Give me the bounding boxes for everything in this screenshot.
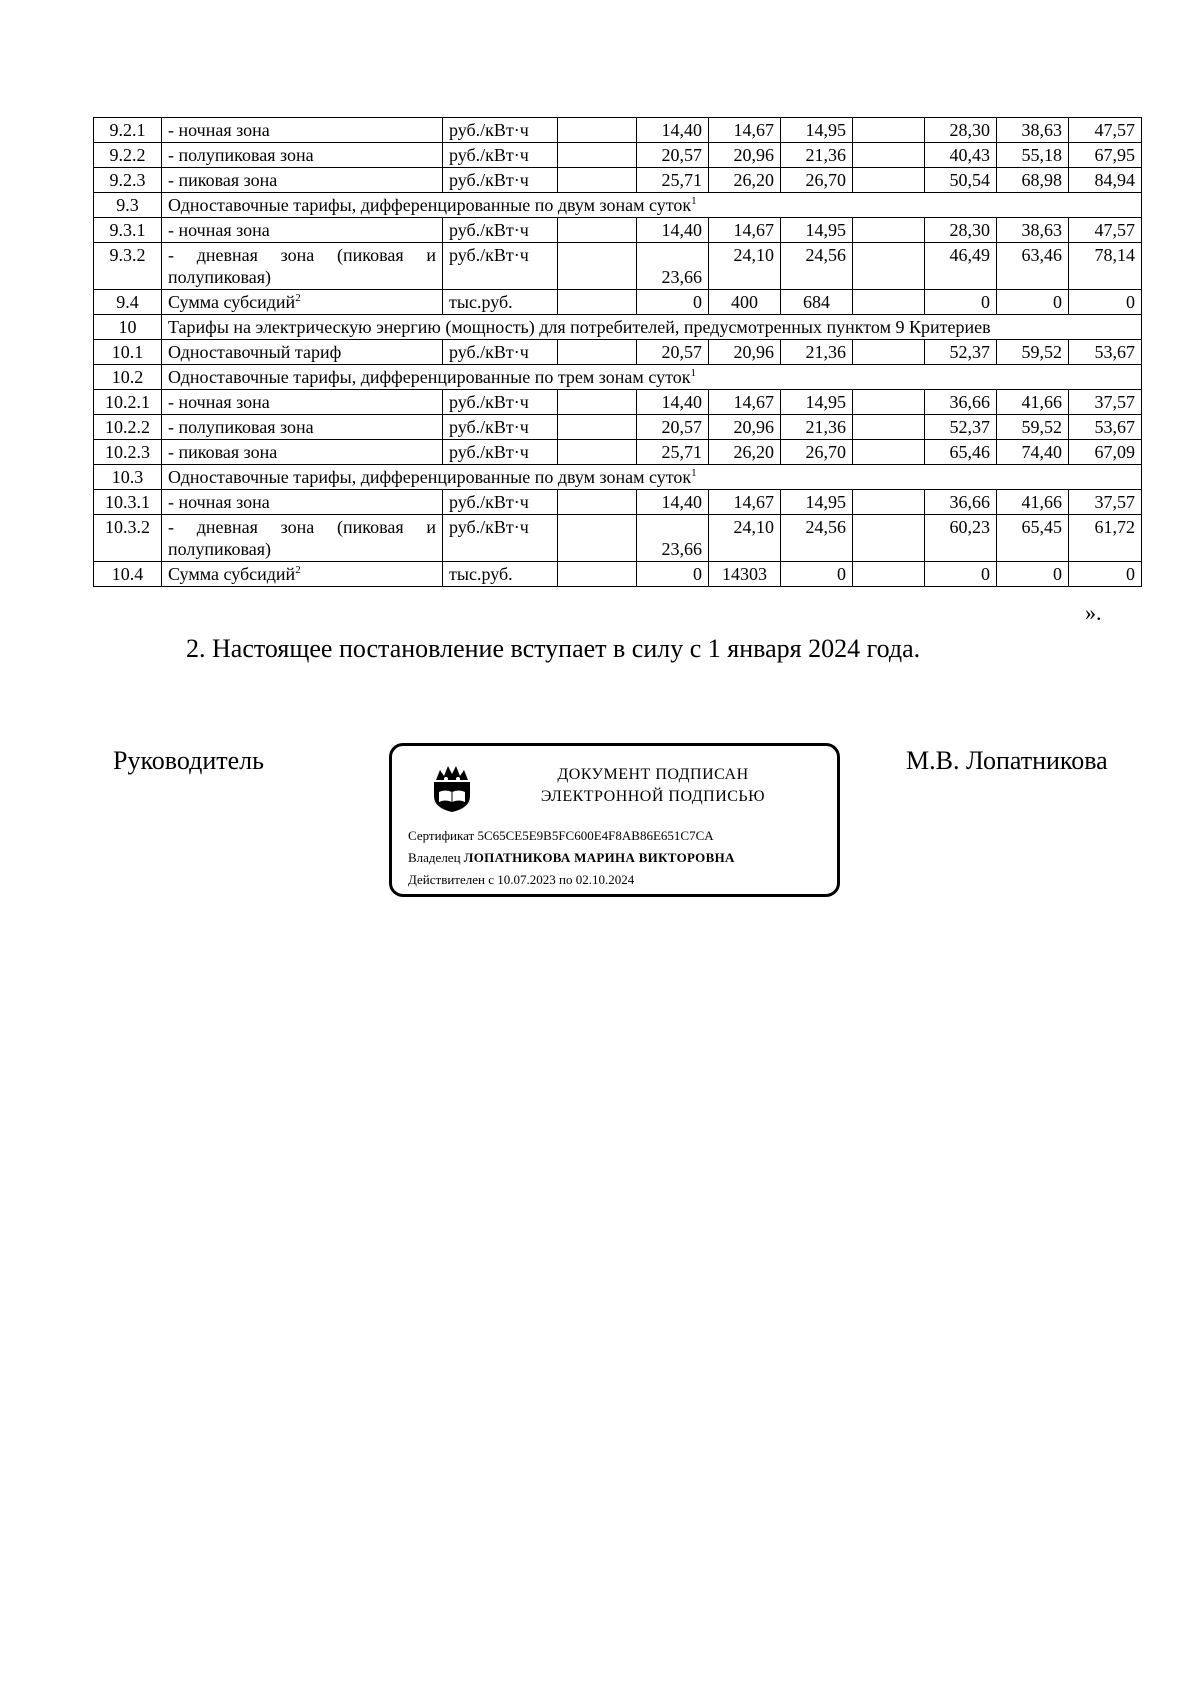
row-label-line2: полупиковая) — [168, 267, 271, 287]
row-label-line2: полупиковая) — [168, 539, 271, 559]
value-cell: 50,54 — [925, 168, 997, 193]
row-unit: руб./кВт·ч — [443, 218, 558, 243]
value-cell: 20,96 — [709, 415, 781, 440]
value-cell: 61,72 — [1069, 515, 1142, 562]
value-cell — [853, 143, 925, 168]
value-cell — [558, 440, 637, 465]
row-label-word: и — [426, 517, 436, 537]
section-title — [162, 193, 1142, 218]
value-cell: 0 — [637, 290, 709, 315]
row-number: 9.3.1 — [94, 218, 162, 243]
value-cell: 38,63 — [997, 118, 1069, 143]
row-unit: руб./кВт·ч — [443, 440, 558, 465]
row-label-word: (пиковая — [336, 517, 404, 537]
signatory-role: Руководитель — [113, 746, 264, 775]
value-cell: 41,66 — [997, 490, 1069, 515]
value-cell: 14,40 — [637, 390, 709, 415]
value-cell — [853, 340, 925, 365]
value-cell: 28,30 — [925, 218, 997, 243]
value-cell: 41,66 — [997, 390, 1069, 415]
table-row — [94, 118, 1142, 143]
value-cell — [558, 168, 637, 193]
value-cell: 14,95 — [781, 490, 853, 515]
section-title-text: Тарифы на электрическую энергию (мощность) для потребителей, предусмотренных пунктом 9 Критериев — [168, 317, 991, 337]
row-number: 9.2.2 — [94, 143, 162, 168]
stamp-certificate-label: Сертификат — [408, 828, 475, 843]
row-number: 9.3 — [94, 193, 162, 218]
table-row — [94, 143, 1142, 168]
row-number: 9.2.1 — [94, 118, 162, 143]
value-cell — [853, 243, 925, 290]
value-cell: 14,40 — [637, 118, 709, 143]
table-section-row — [94, 193, 1142, 218]
row-number: 10.1 — [94, 340, 162, 365]
table-row — [94, 490, 1142, 515]
value-cell — [853, 562, 925, 587]
row-label — [162, 290, 443, 315]
value-cell: 26,20 — [709, 440, 781, 465]
value-cell: 24,10 — [709, 515, 781, 562]
row-label-text: - полупиковая зона — [168, 145, 314, 165]
value-cell — [558, 515, 637, 562]
row-label — [162, 118, 443, 143]
value-cell: 53,67 — [1069, 415, 1142, 440]
stamp-owner — [408, 850, 735, 866]
value-cell — [853, 415, 925, 440]
value-cell: 0 — [997, 290, 1069, 315]
value-cell: 84,94 — [1069, 168, 1142, 193]
table-row — [94, 562, 1142, 587]
row-label-text: - ночная зона — [168, 392, 270, 412]
row-label — [162, 562, 443, 587]
stamp-certificate — [408, 828, 714, 844]
row-number: 10.3.1 — [94, 490, 162, 515]
value-cell: 14,40 — [637, 218, 709, 243]
row-unit: руб./кВт·ч — [443, 340, 558, 365]
row-label-text: - ночная зона — [168, 120, 270, 140]
table-row — [94, 390, 1142, 415]
value-cell: 24,56 — [781, 243, 853, 290]
stamp-valid-from: 10.07.2023 — [497, 872, 556, 887]
footnote-mark: 1 — [690, 367, 696, 379]
value-cell: 14,40 — [637, 490, 709, 515]
value-cell: 20,57 — [637, 143, 709, 168]
stamp-valid-to: 02.10.2024 — [575, 872, 635, 887]
row-number: 10.3 — [94, 465, 162, 490]
row-label-line1 — [168, 244, 436, 266]
value-cell: 37,57 — [1069, 490, 1142, 515]
value-cell: 46,49 — [925, 243, 997, 290]
value-cell: 21,36 — [781, 143, 853, 168]
table-section-row — [94, 315, 1142, 340]
stamp-title-line1: ДОКУМЕНТ ПОДПИСАН — [557, 766, 749, 783]
value-cell — [558, 118, 637, 143]
value-cell: 47,57 — [1069, 218, 1142, 243]
row-label-word: и — [426, 245, 436, 265]
value-cell — [558, 340, 637, 365]
row-label — [162, 390, 443, 415]
value-cell: 52,37 — [925, 340, 997, 365]
row-unit: тыс.руб. — [443, 562, 558, 587]
row-unit: руб./кВт·ч — [443, 415, 558, 440]
value-cell: 65,46 — [925, 440, 997, 465]
row-label-text: Сумма субсидий — [168, 292, 296, 312]
row-unit: руб./кВт·ч — [443, 515, 558, 562]
value-cell — [853, 490, 925, 515]
value-cell: 14,67 — [709, 118, 781, 143]
row-number: 10.2.1 — [94, 390, 162, 415]
row-unit: руб./кВт·ч — [443, 168, 558, 193]
value-cell — [558, 390, 637, 415]
coat-of-arms-icon — [430, 762, 474, 814]
section-title-text: Одноставочные тарифы, дифференцированные по двум зонам суток — [168, 195, 692, 215]
signatory-name: М.В. Лопатникова — [906, 746, 1108, 775]
row-label-text: Сумма субсидий — [168, 564, 296, 584]
table-row — [94, 340, 1142, 365]
stamp-validity — [408, 872, 634, 888]
value-cell: 20,57 — [637, 340, 709, 365]
row-label — [162, 243, 443, 290]
row-number: 9.2.3 — [94, 168, 162, 193]
row-label-text: - пиковая зона — [168, 442, 278, 462]
value-cell: 14,67 — [709, 390, 781, 415]
value-cell — [558, 562, 637, 587]
value-cell: 0 — [637, 562, 709, 587]
row-unit: руб./кВт·ч — [443, 390, 558, 415]
value-cell: 684 — [781, 290, 853, 315]
value-cell: 14,67 — [709, 490, 781, 515]
row-label-text: - ночная зона — [168, 492, 270, 512]
value-cell — [558, 218, 637, 243]
table-row — [94, 218, 1142, 243]
table-row — [94, 515, 1142, 562]
section-title — [162, 465, 1142, 490]
stamp-valid-to-word: по — [559, 872, 573, 887]
value-cell — [558, 143, 637, 168]
value-cell — [853, 218, 925, 243]
row-label-word: зона — [280, 517, 315, 537]
row-label-word: дневная — [196, 517, 258, 537]
value-cell: 59,52 — [997, 340, 1069, 365]
effective-date-paragraph: 2. Настоящее постановление вступает в силу с 1 января 2024 года. — [186, 634, 921, 663]
value-cell: 26,70 — [781, 440, 853, 465]
row-label-line1 — [168, 516, 436, 538]
value-cell — [558, 243, 637, 290]
row-number: 9.3.2 — [94, 243, 162, 290]
table-row — [94, 243, 1142, 290]
table-row — [94, 440, 1142, 465]
footnote-mark: 1 — [691, 467, 697, 479]
value-cell — [558, 490, 637, 515]
row-label-word: - — [168, 245, 174, 265]
row-unit: руб./кВт·ч — [443, 243, 558, 290]
row-number: 10.2.3 — [94, 440, 162, 465]
value-cell: 24,56 — [781, 515, 853, 562]
row-unit: тыс.руб. — [443, 290, 558, 315]
row-label — [162, 490, 443, 515]
value-cell: 14303 — [709, 562, 781, 587]
value-cell: 60,23 — [925, 515, 997, 562]
stamp-title — [488, 764, 818, 808]
row-label-text: - полупиковая зона — [168, 417, 314, 437]
row-number: 10.4 — [94, 562, 162, 587]
row-number: 9.4 — [94, 290, 162, 315]
value-cell: 53,67 — [1069, 340, 1142, 365]
value-cell: 67,95 — [1069, 143, 1142, 168]
value-cell: 14,67 — [709, 218, 781, 243]
value-cell — [558, 290, 637, 315]
value-cell: 25,71 — [637, 168, 709, 193]
stamp-valid-label: Действителен — [408, 872, 485, 887]
table-section-row — [94, 365, 1142, 390]
value-cell: 25,71 — [637, 440, 709, 465]
row-label-word: - — [168, 517, 174, 537]
row-unit: руб./кВт·ч — [443, 490, 558, 515]
value-cell: 28,30 — [925, 118, 997, 143]
value-cell: 20,96 — [709, 143, 781, 168]
value-cell — [853, 515, 925, 562]
footnote-mark: 1 — [691, 195, 697, 207]
row-number: 10.3.2 — [94, 515, 162, 562]
row-label-text: - ночная зона — [168, 220, 270, 240]
section-title — [162, 315, 1142, 340]
row-label-word: зона — [280, 245, 315, 265]
table-row — [94, 168, 1142, 193]
value-cell: 0 — [1069, 290, 1142, 315]
tariff-table — [93, 117, 1142, 587]
value-cell — [853, 118, 925, 143]
value-cell: 47,57 — [1069, 118, 1142, 143]
row-label-text: - пиковая зона — [168, 170, 278, 190]
section-title-text: Одноставочные тарифы, дифференцированные по двум зонам суток — [168, 467, 692, 487]
section-title-text: Одноставочные тарифы, дифференцированные по трем зонам суток — [168, 367, 691, 387]
value-cell: 26,70 — [781, 168, 853, 193]
row-label — [162, 340, 443, 365]
value-cell: 65,45 — [997, 515, 1069, 562]
value-cell: 40,43 — [925, 143, 997, 168]
row-label — [162, 218, 443, 243]
value-cell: 0 — [781, 562, 853, 587]
section-title — [162, 365, 1142, 390]
value-cell: 21,36 — [781, 340, 853, 365]
row-unit: руб./кВт·ч — [443, 118, 558, 143]
value-cell: 14,95 — [781, 218, 853, 243]
row-label-word: (пиковая — [336, 245, 404, 265]
row-number: 10.2 — [94, 365, 162, 390]
stamp-certificate-value: 5C65CE5E9B5FC600E4F8AB86E651C7CA — [477, 828, 714, 843]
value-cell: 55,18 — [997, 143, 1069, 168]
value-cell — [853, 290, 925, 315]
table-row — [94, 290, 1142, 315]
row-unit: руб./кВт·ч — [443, 143, 558, 168]
row-label — [162, 440, 443, 465]
value-cell: 400 — [709, 290, 781, 315]
table-section-row — [94, 465, 1142, 490]
value-cell: 78,14 — [1069, 243, 1142, 290]
value-cell: 14,95 — [781, 390, 853, 415]
closing-quote: ». — [1085, 600, 1102, 625]
value-cell: 38,63 — [997, 218, 1069, 243]
value-cell: 0 — [925, 290, 997, 315]
value-cell: 52,37 — [925, 415, 997, 440]
value-cell: 67,09 — [1069, 440, 1142, 465]
value-cell — [853, 168, 925, 193]
footnote-mark: 2 — [295, 564, 301, 576]
value-cell: 36,66 — [925, 490, 997, 515]
value-cell: 63,46 — [997, 243, 1069, 290]
footnote-mark: 2 — [295, 292, 301, 304]
value-cell: 74,40 — [997, 440, 1069, 465]
stamp-owner-value: ЛОПАТНИКОВА МАРИНА ВИКТОРОВНА — [463, 850, 735, 865]
stamp-valid-from-word: с — [488, 872, 494, 887]
value-cell — [853, 390, 925, 415]
row-label — [162, 415, 443, 440]
value-cell — [558, 415, 637, 440]
value-cell: 0 — [1069, 562, 1142, 587]
row-label-word: дневная — [196, 245, 258, 265]
value-cell: 0 — [997, 562, 1069, 587]
value-cell: 36,66 — [925, 390, 997, 415]
row-label-text: Одноставочный тариф — [168, 342, 342, 362]
value-cell: 21,36 — [781, 415, 853, 440]
value-cell: 26,20 — [709, 168, 781, 193]
value-cell: 20,96 — [709, 340, 781, 365]
stamp-title-line2: ЭЛЕКТРОННОЙ ПОДПИСЬЮ — [540, 788, 766, 805]
value-cell: 14,95 — [781, 118, 853, 143]
value-cell: 59,52 — [997, 415, 1069, 440]
row-number: 10 — [94, 315, 162, 340]
value-cell: 68,98 — [997, 168, 1069, 193]
value-cell: 0 — [925, 562, 997, 587]
tariff-table-body — [94, 118, 1142, 587]
value-cell: 37,57 — [1069, 390, 1142, 415]
row-number: 10.2.2 — [94, 415, 162, 440]
row-label — [162, 168, 443, 193]
stamp-owner-label: Владелец — [408, 850, 461, 865]
electronic-signature-stamp — [389, 743, 840, 897]
value-cell: 20,57 — [637, 415, 709, 440]
value-cell: 24,10 — [709, 243, 781, 290]
value-cell — [853, 440, 925, 465]
value-cell: 23,66 — [637, 515, 709, 562]
row-label — [162, 143, 443, 168]
row-label — [162, 515, 443, 562]
table-row — [94, 415, 1142, 440]
value-cell: 23,66 — [637, 243, 709, 290]
